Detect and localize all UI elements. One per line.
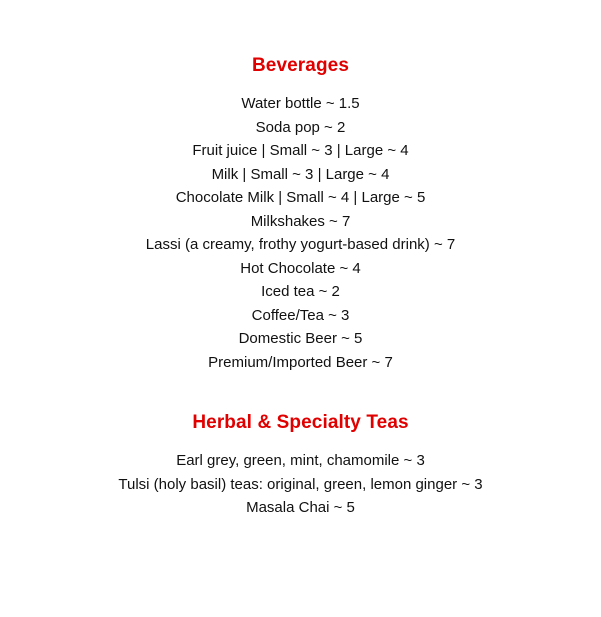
menu-item-iced-tea: Iced tea ~ 2 xyxy=(261,283,340,300)
menu-item-coffee-tea: Coffee/Tea ~ 3 xyxy=(251,306,350,324)
herbal-teas-list xyxy=(0,449,601,520)
beverages-heading: Beverages xyxy=(251,55,350,76)
menu-item-lassi: Lassi (a creamy, frothy yogurt-based drink) ~ 7 xyxy=(145,236,456,253)
herbal-teas-heading: Herbal & Specialty Teas xyxy=(192,412,409,433)
menu-item-soda-pop: Soda pop ~ 2 xyxy=(255,118,346,136)
menu-item-milkshakes: Milkshakes ~ 7 xyxy=(250,212,351,230)
menu-item-hot-chocolate: Hot Chocolate ~ 4 xyxy=(240,259,361,277)
menu-item-chocolate-milk: Chocolate Milk | Small ~ 4 | Large ~ 5 xyxy=(175,189,426,206)
menu-item-masala-chai: Masala Chai ~ 5 xyxy=(246,499,355,516)
menu-item-tulsi: Tulsi (holy basil) teas: original, green, lemon ginger ~ 3 xyxy=(118,475,483,493)
menu-item-milk: Milk | Small ~ 3 | Large ~ 4 xyxy=(211,165,390,183)
beverages-list xyxy=(0,92,601,374)
menu-item-domestic-beer: Domestic Beer ~ 5 xyxy=(238,330,363,347)
menu-item-earl-grey: Earl grey, green, mint, chamomile ~ 3 xyxy=(176,452,425,469)
menu-item-premium-beer: Premium/Imported Beer ~ 7 xyxy=(208,353,393,371)
menu-item-fruit-juice: Fruit juice | Small ~ 3 | Large ~ 4 xyxy=(192,142,409,159)
menu-item-water-bottle: Water bottle ~ 1.5 xyxy=(241,95,360,112)
